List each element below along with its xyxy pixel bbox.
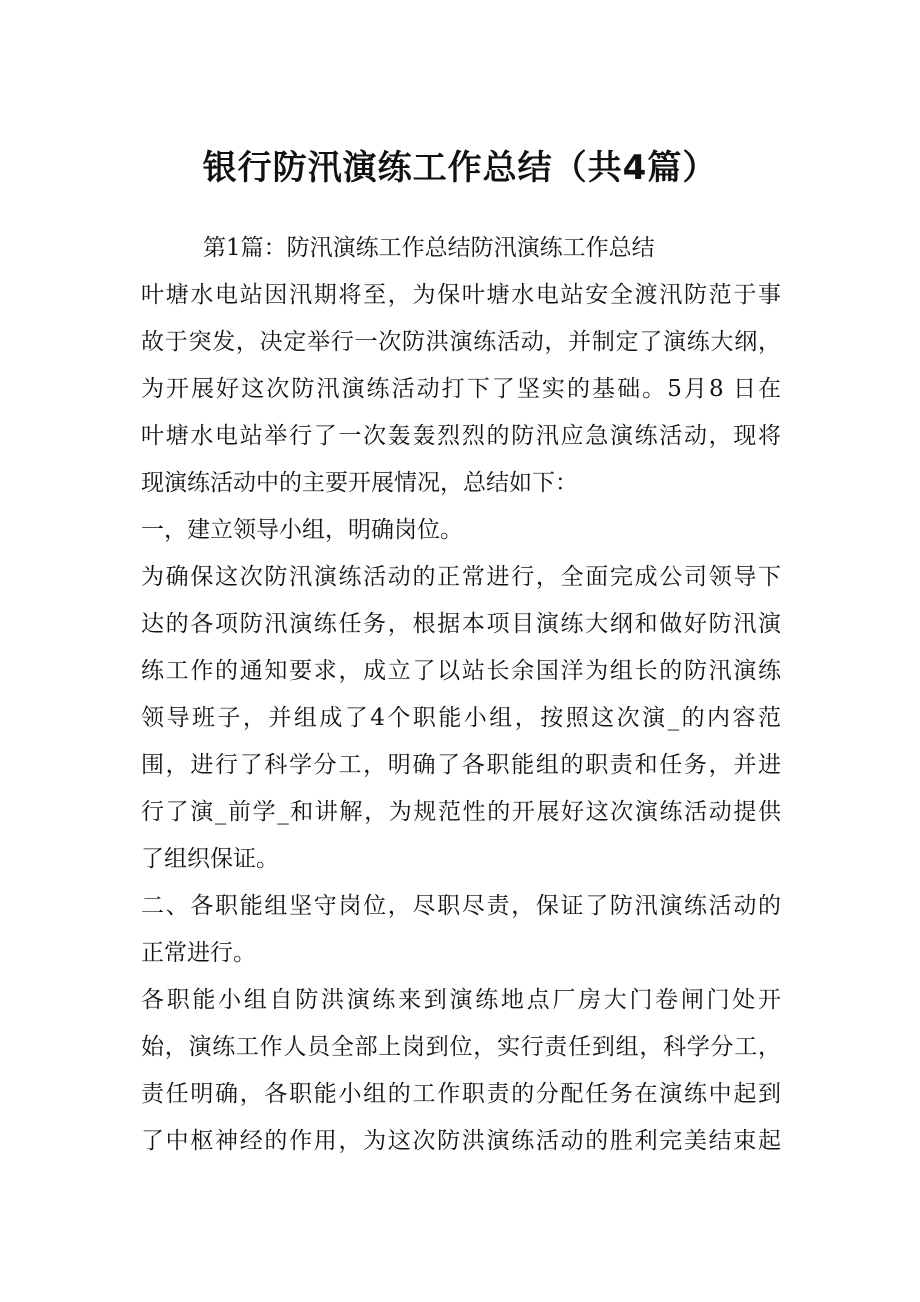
body-line: 叶塘水电站举行了一次轰轰烈烈的防汛应急演练活动，现将 [141, 423, 781, 449]
body-line: 领导班子，并组成了4个职能小组，按照这次演_的内容范 [141, 705, 781, 731]
subheading: 一，建立领导小组，明确岗位。 [141, 517, 463, 543]
body-line: 各职能小组自防洪演练来到演练地点厂房大门卷闸门处开 [141, 987, 781, 1013]
body-line: 故于突发，决定举行一次防洪演练活动，并制定了演练大纲， [141, 329, 781, 355]
body-line: 为开展好这次防汛演练活动打下了坚实的基础。5月8 日在 [141, 376, 781, 402]
body-line: 了组织保证。 [141, 846, 279, 872]
body-line: 为确保这次防汛演练活动的正常进行，全面完成公司领导下 [141, 564, 781, 590]
body-line: 现演练活动中的主要开展情况，总结如下： [141, 470, 578, 496]
document-title: 银行防汛演练工作总结（共4篇） [202, 148, 718, 188]
subheading: 正常进行。 [141, 940, 256, 966]
body-line: 达的各项防汛演练任务，根据本项目演练大纲和做好防汛演 [141, 611, 781, 637]
section-heading: 第1篇：防汛演练工作总结防汛演练工作总结 [203, 235, 655, 261]
body-line: 了中枢神经的作用，为这次防洪演练活动的胜利完美结束起 [141, 1128, 781, 1154]
body-line: 始，演练工作人员全部上岗到位，实行责任到组，科学分工， [141, 1034, 781, 1060]
body-line: 练工作的通知要求，成立了以站长余国洋为组长的防汛演练 [141, 658, 781, 684]
document-body [141, 225, 781, 1165]
body-line: 行了演_前学_和讲解，为规范性的开展好这次演练活动提供 [141, 799, 781, 825]
body-line: 围，进行了科学分工，明确了各职能组的职责和任务，并进 [141, 752, 781, 778]
body-line: 责任明确，各职能小组的工作职责的分配任务在演练中起到 [141, 1081, 781, 1107]
body-line: 叶塘水电站因汛期将至，为保叶塘水电站安全渡汛防范于事 [141, 282, 781, 308]
subheading: 二、各职能组坚守岗位，尽职尽责，保证了防汛演练活动的 [141, 893, 781, 919]
